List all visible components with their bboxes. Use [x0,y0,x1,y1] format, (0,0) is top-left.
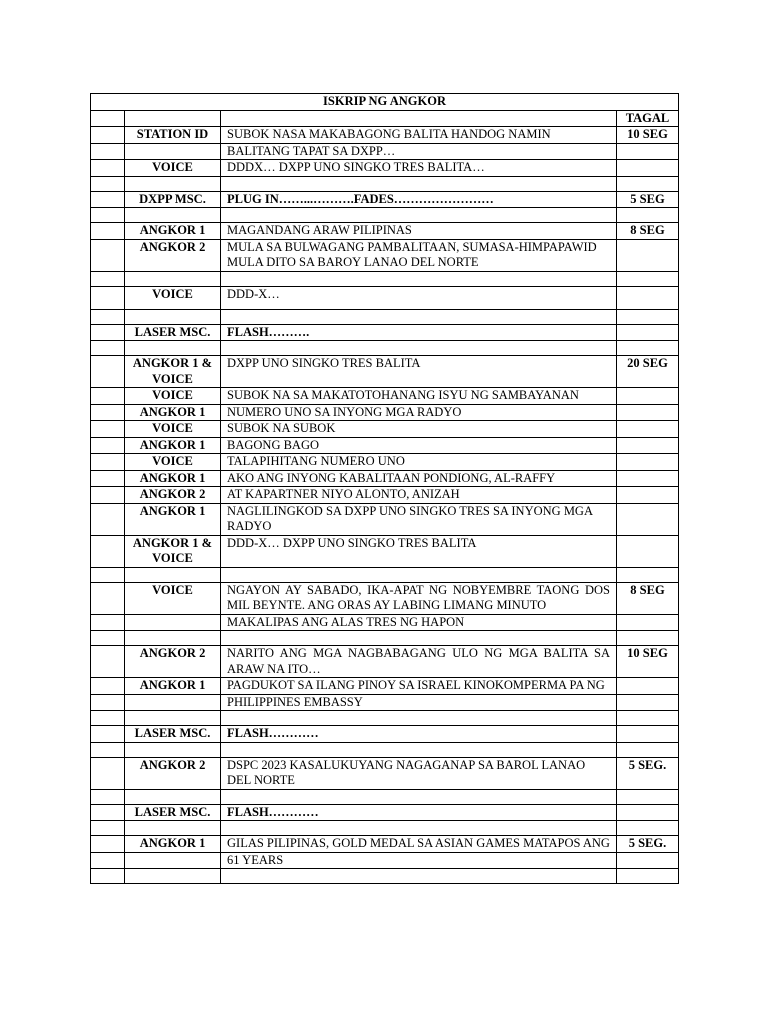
spacer-row [91,567,679,582]
role-cell [125,852,221,869]
duration-cell [617,143,679,160]
table-row [91,324,679,341]
spacer-row [91,742,679,757]
table-row [91,191,679,208]
anchor-script-table [90,93,679,884]
spacer-row [91,711,679,726]
table-row [91,470,679,487]
script-text: 61 YEARS [221,852,617,869]
spacer-row [91,789,679,804]
duration-cell [617,324,679,341]
table-row [91,487,679,504]
script-text: PHILIPPINES EMBASSY [221,694,617,711]
table-row [91,356,679,388]
script-text: DDD-X… DXPP UNO SINGKO TRES BALITA [221,535,617,567]
script-text: SUBOK NA SA MAKATOTOHANANG ISYU NG SAMBAYANAN [221,388,617,405]
table-row [91,503,679,535]
duration-cell: 8 SEG [617,582,679,614]
duration-cell [617,726,679,743]
script-text: GILAS PILIPINAS, GOLD MEDAL SA ASIAN GAMES MATAPOS ANG [221,836,617,853]
duration-cell [617,388,679,405]
script-text: NAGLILINGKOD SA DXPP UNO SINGKO TRES SA INYONG MGA RADYO [221,503,617,535]
role-cell: ANGKOR 1 [125,223,221,240]
spacer-row [91,821,679,836]
script-text: MULA SA BULWAGANG PAMBALITAAN, SUMASA-HIMPAPAWID MULA DITO SA BAROY LANAO DEL NORTE [221,239,617,271]
table-row [91,646,679,678]
duration-cell: 5 SEG. [617,757,679,789]
role-cell: ANGKOR 1 [125,437,221,454]
script-text: DDD-X… [221,286,617,309]
duration-cell [617,614,679,631]
duration-cell: 8 SEG [617,223,679,240]
duration-cell [617,454,679,471]
spacer-row [91,271,679,286]
role-cell: ANGKOR 1 & VOICE [125,356,221,388]
role-cell: LASER MSC. [125,804,221,821]
duration-cell: 5 SEG [617,191,679,208]
script-text: DSPC 2023 KASALUKUYANG NAGAGANAP SA BAROL LANAO DEL NORTE [221,757,617,789]
table-row [91,437,679,454]
role-cell: ANGKOR 1 [125,836,221,853]
duration-cell [617,503,679,535]
duration-cell: 10 SEG [617,646,679,678]
duration-cell [617,160,679,177]
script-text: MAGANDANG ARAW PILIPINAS [221,223,617,240]
script-text: NARITO ANG MGA NAGBABAGANG ULO NG MGA BALITA SA ARAW NA ITO… [221,646,617,678]
script-text: NGAYON AY SABADO, IKA-APAT NG NOBYEMBRE TAONG DOS MIL BEYNTE. ANG ORAS AY LABING LIMANG MINUTO [221,582,617,614]
script-title: ISKRIP NG ANGKOR [91,94,679,111]
duration-cell [617,437,679,454]
role-cell: ANGKOR 1 & VOICE [125,535,221,567]
spacer-row [91,341,679,356]
table-row [91,388,679,405]
duration-cell [617,421,679,438]
table-row [91,757,679,789]
duration-cell [617,694,679,711]
role-cell: VOICE [125,582,221,614]
table-row [91,804,679,821]
script-text: BAGONG BAGO [221,437,617,454]
duration-cell: 10 SEG [617,127,679,144]
table-row [91,694,679,711]
script-text: FLASH………… [221,726,617,743]
table-row [91,454,679,471]
role-cell [125,614,221,631]
duration-cell: 5 SEG. [617,836,679,853]
table-row [91,582,679,614]
spacer-row [91,869,679,884]
role-cell: VOICE [125,160,221,177]
script-text: SUBOK NA SUBOK [221,421,617,438]
role-cell: VOICE [125,286,221,309]
table-row [91,160,679,177]
role-cell: VOICE [125,454,221,471]
duration-cell [617,678,679,695]
script-text: NUMERO UNO SA INYONG MGA RADYO [221,404,617,421]
role-cell: STATION ID [125,127,221,144]
role-cell: DXPP MSC. [125,191,221,208]
spacer-row [91,208,679,223]
duration-cell [617,239,679,271]
spacer-row [91,309,679,324]
role-cell: ANGKOR 1 [125,470,221,487]
spacer-row [91,631,679,646]
script-text: AT KAPARTNER NIYO ALONTO, ANIZAH [221,487,617,504]
table-row [91,614,679,631]
duration-cell [617,804,679,821]
table-row [91,836,679,853]
table-row [91,726,679,743]
script-text: DDDX… DXPP UNO SINGKO TRES BALITA… [221,160,617,177]
script-text: DXPP UNO SINGKO TRES BALITA [221,356,617,388]
table-row [91,852,679,869]
table-row [91,239,679,271]
role-cell: LASER MSC. [125,726,221,743]
table-row [91,678,679,695]
table-row [91,286,679,309]
duration-cell [617,286,679,309]
script-text: TALAPIHITANG NUMERO UNO [221,454,617,471]
script-text: PAGDUKOT SA ILANG PINOY SA ISRAEL KINOKOMPERMA PA NG [221,678,617,695]
role-cell: VOICE [125,388,221,405]
role-cell [125,143,221,160]
table-row [91,127,679,144]
role-cell: VOICE [125,421,221,438]
role-cell: ANGKOR 2 [125,757,221,789]
spacer-row [91,176,679,191]
duration-cell [617,852,679,869]
tagal-header: TAGAL [617,110,679,127]
role-cell: ANGKOR 1 [125,678,221,695]
script-text: AKO ANG INYONG KABALITAAN PONDIONG, AL-RAFFY [221,470,617,487]
role-cell: ANGKOR 2 [125,239,221,271]
role-cell: ANGKOR 1 [125,503,221,535]
role-cell [125,694,221,711]
script-text: PLUG IN……...……….FADES…………………… [221,191,617,208]
role-cell: ANGKOR 2 [125,646,221,678]
script-text: BALITANG TAPAT SA DXPP… [221,143,617,160]
script-text: SUBOK NASA MAKABAGONG BALITA HANDOG NAMIN [221,127,617,144]
duration-cell [617,487,679,504]
script-text: FLASH………… [221,804,617,821]
role-cell: ANGKOR 2 [125,487,221,504]
role-cell: ANGKOR 1 [125,404,221,421]
title-row [91,94,679,111]
script-text: MAKALIPAS ANG ALAS TRES NG HAPON [221,614,617,631]
header-row [91,110,679,127]
table-row [91,535,679,567]
duration-cell: 20 SEG [617,356,679,388]
duration-cell [617,535,679,567]
table-row [91,223,679,240]
duration-cell [617,470,679,487]
duration-cell [617,404,679,421]
table-row [91,421,679,438]
role-cell: LASER MSC. [125,324,221,341]
table-row [91,404,679,421]
table-row [91,143,679,160]
script-text: FLASH………. [221,324,617,341]
